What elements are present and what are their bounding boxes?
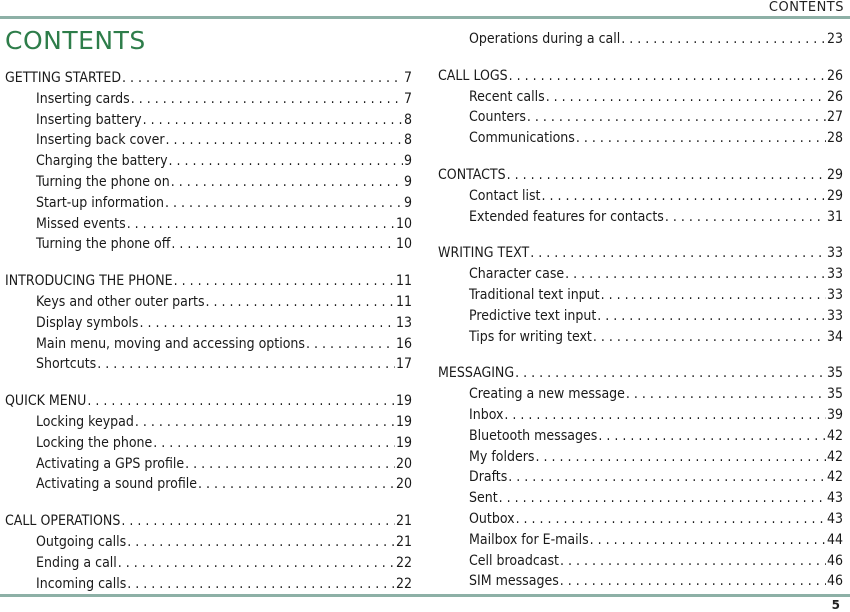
toc-subentry-title: Traditional text input: [469, 286, 600, 303]
dot-leader: [593, 327, 826, 348]
running-head: CONTENTS: [768, 0, 844, 15]
toc-section-title: QUICK MENU: [5, 393, 87, 410]
dot-leader: [153, 433, 395, 454]
toc-subentry-title: Operations during a call: [469, 31, 621, 47]
toc-page-number: 42: [826, 427, 843, 444]
toc-page-number: 29: [826, 166, 843, 183]
toc-subentry-title: Incoming calls: [36, 575, 127, 592]
dot-leader: [122, 68, 403, 89]
dot-leader: [530, 243, 826, 264]
toc-subentry-title: Cell broadcast: [469, 552, 559, 569]
toc-subentry[interactable]: [438, 405, 843, 426]
toc-page-number: 10: [395, 215, 412, 232]
toc-section-title: CONTACTS: [438, 166, 506, 183]
toc-subentry-title: Contact list: [469, 187, 541, 204]
toc-subentry[interactable]: [5, 412, 412, 433]
dot-leader: [590, 530, 826, 551]
toc-section-heading[interactable]: [5, 391, 412, 412]
toc-page-number: 46: [826, 573, 843, 590]
toc-subentry-title: Locking the phone: [36, 434, 153, 451]
dot-leader: [507, 165, 826, 186]
toc-subentry-title: Outbox: [469, 510, 515, 527]
toc-subentry[interactable]: [438, 467, 843, 488]
toc-subentry[interactable]: [5, 193, 412, 214]
dot-leader: [508, 467, 826, 488]
dot-leader: [597, 306, 826, 327]
dot-leader: [598, 426, 826, 447]
toc-subentry[interactable]: [5, 454, 412, 475]
dot-leader: [515, 363, 826, 384]
toc-subentry[interactable]: [438, 107, 843, 128]
toc-section: [438, 243, 843, 347]
dot-leader: [87, 391, 395, 412]
dot-leader: [127, 574, 395, 595]
toc-subentry[interactable]: [5, 354, 412, 375]
toc-subentry[interactable]: [5, 172, 412, 193]
toc-section: [438, 165, 843, 227]
toc-subentry[interactable]: [438, 264, 843, 285]
toc-section-title: GETTING STARTED: [5, 70, 122, 86]
dot-leader: [504, 405, 826, 426]
dot-leader: [565, 264, 826, 285]
toc-page-number: 20: [395, 476, 412, 493]
toc-section: [438, 29, 843, 50]
toc-page-number: 39: [826, 406, 843, 423]
toc-section: [5, 391, 412, 495]
toc-subentry-title: Creating a new message: [469, 386, 625, 403]
dot-leader: [665, 207, 826, 228]
toc-page-number: 35: [826, 386, 843, 403]
dot-leader: [516, 509, 826, 530]
toc-page-number: 33: [826, 307, 843, 324]
toc-subentry[interactable]: [438, 306, 843, 327]
page-number: 5: [831, 598, 840, 612]
toc-subentry[interactable]: [5, 89, 412, 110]
toc-subentry-title: Missed events: [36, 215, 126, 232]
toc-subentry-title: Character case: [469, 266, 565, 283]
dot-leader: [560, 571, 826, 592]
toc-subentry-title: Charging the battery: [36, 153, 168, 170]
toc-subentry-title: Inserting battery: [36, 111, 142, 128]
toc-subentry-title: Mailbox for E-mails: [469, 531, 589, 548]
toc-column-left: [5, 68, 412, 610]
toc-page-number: 33: [826, 286, 843, 303]
toc-subentry-title: Extended features for contacts: [469, 208, 664, 225]
dot-leader: [127, 532, 395, 553]
toc-subentry-title: Main menu, moving and accessing options: [36, 335, 305, 352]
toc-subentry[interactable]: [438, 551, 843, 572]
toc-subentry[interactable]: [5, 292, 412, 313]
toc-subentry[interactable]: [438, 327, 843, 348]
toc-subentry[interactable]: [438, 426, 843, 447]
toc-subentry[interactable]: [438, 87, 843, 108]
toc-page-number: 26: [826, 67, 843, 84]
toc-page-number: 31: [826, 208, 843, 225]
toc-section-heading[interactable]: [438, 66, 843, 87]
toc-subentry-title: Drafts: [469, 469, 508, 486]
toc-section: [5, 271, 412, 375]
toc-subentry-title: Communications: [469, 130, 575, 147]
toc-page-number: 43: [826, 510, 843, 527]
toc-subentry-title: Display symbols: [36, 314, 139, 331]
footer-rule: [0, 594, 850, 597]
toc-subentry-title: Start-up information: [36, 194, 164, 211]
dot-leader: [535, 447, 826, 468]
toc-subentry[interactable]: [5, 532, 412, 553]
toc-subentry-title: Inserting back cover: [36, 132, 165, 149]
dot-leader: [576, 128, 826, 149]
toc-page-number: 9: [403, 153, 412, 170]
dot-leader: [171, 172, 403, 193]
toc-page-number: 42: [826, 448, 843, 465]
toc-page-number: 20: [395, 455, 412, 472]
toc-section-heading[interactable]: [438, 165, 843, 186]
toc-subentry[interactable]: [5, 110, 412, 131]
dot-leader: [621, 29, 826, 50]
dot-leader: [127, 214, 395, 235]
dot-leader: [185, 454, 395, 475]
toc-subentry-title: Counters: [469, 109, 526, 126]
dot-leader: [174, 271, 395, 292]
toc-page-number: 19: [395, 393, 412, 410]
toc-subentry-title: Turning the phone on: [36, 173, 170, 190]
toc-subentry[interactable]: [438, 447, 843, 468]
toc-page-number: 43: [826, 490, 843, 507]
toc-subentry-title: Predictive text input: [469, 307, 597, 324]
toc-subentry[interactable]: [5, 574, 412, 595]
toc-page-number: 9: [403, 194, 412, 211]
toc-page-number: 33: [826, 266, 843, 283]
toc-page-number: 29: [826, 187, 843, 204]
toc-subentry-title: Inserting cards: [36, 90, 130, 107]
toc-page-number: 21: [395, 533, 412, 550]
dot-leader: [546, 87, 826, 108]
toc-subentry[interactable]: [438, 285, 843, 306]
toc-subentry[interactable]: [5, 234, 412, 255]
toc-section-heading[interactable]: [438, 363, 843, 384]
dot-leader: [499, 488, 826, 509]
page-title: CONTENTS: [5, 26, 146, 55]
toc-section-heading[interactable]: [5, 511, 412, 532]
dot-leader: [131, 89, 403, 110]
dot-leader: [626, 384, 826, 405]
toc-subentry-title: Shortcuts: [36, 356, 97, 373]
toc-section: [5, 511, 412, 594]
toc-page-number: 19: [395, 413, 412, 430]
toc-subentry-title: Outgoing calls: [36, 533, 127, 550]
toc-page-number: 22: [395, 554, 412, 571]
toc-section: [438, 66, 843, 149]
toc-subentry[interactable]: [5, 553, 412, 574]
toc-section-title: CALL LOGS: [438, 67, 508, 84]
dot-leader: [118, 553, 395, 574]
dot-leader: [135, 412, 395, 433]
toc-page-number: 11: [395, 273, 412, 290]
toc-subentry[interactable]: [5, 313, 412, 334]
dot-leader: [601, 285, 826, 306]
toc-subentry[interactable]: [438, 571, 843, 592]
toc-section-title: MESSAGING: [438, 365, 515, 382]
toc-section: [438, 363, 843, 592]
toc-page-number: 22: [395, 575, 412, 592]
toc-subentry[interactable]: [438, 128, 843, 149]
toc-page-number: 19: [395, 434, 412, 451]
toc-subentry[interactable]: [5, 433, 412, 454]
header-rule: [0, 16, 850, 19]
toc-subentry[interactable]: [438, 530, 843, 551]
dot-leader: [166, 130, 403, 151]
toc-subentry-title: Keys and other outer parts: [36, 293, 205, 310]
toc-subentry[interactable]: [5, 214, 412, 235]
toc-page-number: 10: [395, 236, 412, 253]
dot-leader: [542, 186, 826, 207]
dot-leader: [198, 474, 395, 495]
toc-subentry[interactable]: [438, 384, 843, 405]
toc-section-heading[interactable]: [5, 271, 412, 292]
toc-subentry[interactable]: [438, 488, 843, 509]
toc-section: [5, 68, 412, 255]
dot-leader: [527, 107, 826, 128]
dot-leader: [97, 354, 395, 375]
toc-page-number: 27: [826, 109, 843, 126]
toc-subentry-title: Ending a call: [36, 554, 117, 571]
dot-leader: [139, 313, 394, 334]
toc-subentry[interactable]: [438, 509, 843, 530]
dot-leader: [171, 234, 395, 255]
toc-page-number: 8: [403, 111, 412, 128]
toc-subentry-title: Recent calls: [469, 88, 545, 105]
dot-leader: [206, 292, 395, 313]
toc-page-number: 33: [826, 245, 843, 262]
dot-leader: [143, 110, 403, 131]
toc-subentry-title: My folders: [469, 448, 535, 465]
toc-section-title: INTRODUCING THE PHONE: [5, 273, 173, 290]
toc-subentry[interactable]: [5, 130, 412, 151]
dot-leader: [509, 66, 826, 87]
toc-subentry[interactable]: [5, 151, 412, 172]
toc-subentry-title: Activating a sound profile: [36, 476, 198, 493]
toc-subentry[interactable]: [438, 29, 843, 50]
toc-subentry-title: Tips for writing text: [469, 328, 592, 345]
toc-subentry-title: Turning the phone off: [36, 236, 171, 253]
toc-section-title: CALL OPERATIONS: [5, 513, 121, 530]
toc-section-heading[interactable]: [5, 68, 412, 89]
dot-leader: [560, 551, 826, 572]
dot-leader: [121, 511, 395, 532]
toc-page-number: 16: [395, 335, 412, 352]
toc-section-title: WRITING TEXT: [438, 245, 530, 262]
toc-page-number: 7: [403, 70, 412, 86]
toc-page-number: 44: [826, 531, 843, 548]
toc-subentry-title: Locking keypad: [36, 413, 134, 430]
toc-page-number: 11: [395, 293, 412, 310]
toc-page-number: 9: [403, 173, 412, 190]
toc-page-number: 34: [826, 328, 843, 345]
toc-column-right: [438, 29, 843, 608]
toc-page-number: 35: [826, 365, 843, 382]
toc-page-number: 46: [826, 552, 843, 569]
toc-subentry[interactable]: [5, 334, 412, 355]
toc-page-number: 42: [826, 469, 843, 486]
toc-page-number: 26: [826, 88, 843, 105]
toc-subentry-title: Inbox: [469, 406, 504, 423]
toc-subentry[interactable]: [5, 474, 412, 495]
toc-subentry-title: Activating a GPS profile: [36, 455, 185, 472]
toc-page-number: 17: [395, 356, 412, 373]
dot-leader: [306, 334, 395, 355]
toc-page-number: 8: [403, 132, 412, 149]
toc-subentry[interactable]: [438, 207, 843, 228]
dot-leader: [169, 151, 403, 172]
toc-page-number: 13: [395, 314, 412, 331]
toc-page-number: 28: [826, 130, 843, 147]
dot-leader: [165, 193, 403, 214]
toc-subentry-title: Sent: [469, 490, 498, 507]
toc-subentry[interactable]: [438, 186, 843, 207]
toc-section-heading[interactable]: [438, 243, 843, 264]
toc-subentry-title: Bluetooth messages: [469, 427, 598, 444]
toc-page-number: 21: [395, 513, 412, 530]
toc-page-number: 23: [826, 31, 843, 47]
toc-subentry-title: SIM messages: [469, 573, 559, 590]
toc-page-number: 7: [403, 90, 412, 107]
